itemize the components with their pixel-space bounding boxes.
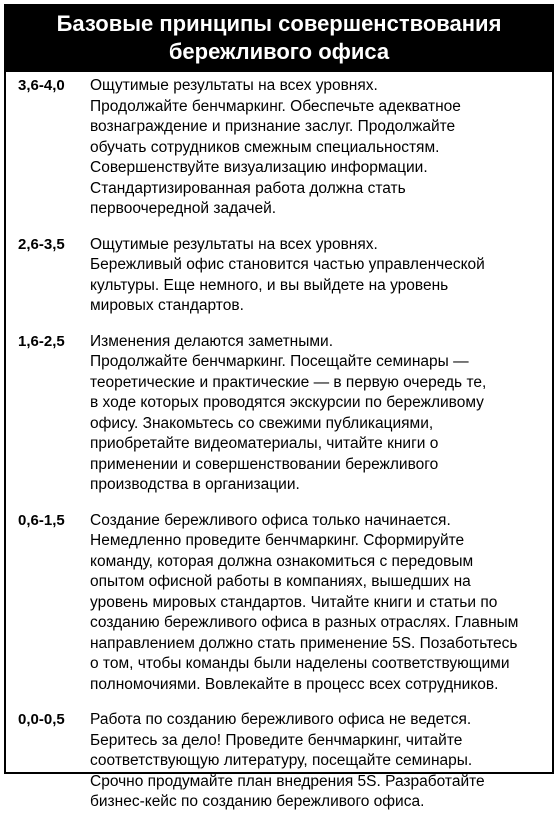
recommendation-text [90,332,544,496]
score-range: 3,6-4,0 [18,77,65,94]
text-line: Стандартизированная работа должна стать [90,179,406,197]
recommendation-text [90,511,544,696]
text-line: опытом офисной работы в компаниях, вышедших на [90,573,471,590]
table-body [6,72,552,813]
table-row [18,710,544,813]
text-line: Бережливый офис становится частью управленческой [90,256,485,273]
score-range: 2,6-3,5 [18,235,65,253]
table-row [18,76,544,220]
text-line: теоретические и практические — в первую очередь те, [90,373,487,391]
text-line: первоочередной задачей. [90,200,277,217]
table-row [18,332,544,496]
text-line: направлением должно стать применение 5S. Позаботьтесь [90,634,518,652]
text-line: бизнес-кейс по созданию бережливого офиса. [90,793,425,810]
text-line: о том, чтобы команды были наделены соответствующими [90,655,510,672]
recommendation-text [90,710,544,813]
text-line: соответствующую литературу, посещайте семинары. [90,752,473,769]
text-line: Ощутимые результаты на всех уровнях. [90,235,378,253]
score-range: 0,6-1,5 [18,511,65,529]
recommendation-text [90,235,544,317]
text-line: созданию бережливого офиса в разных отраслях. Главным [90,614,519,631]
table-title-line: Базовые принципы совершенствования [56,11,502,36]
text-line: вознаграждение и признание заслуг. Продолжайте [90,118,456,135]
recommendation-text [90,76,544,220]
text-line: Ощутимые результаты на всех уровнях. [90,77,378,94]
text-line: полномочиями. Вовлекайте в процесс всех сотрудников. [90,675,499,693]
text-line: Продолжайте бенчмаркинг. Обеспечьте адекватное [90,97,461,115]
table-title [6,6,552,72]
text-line: Немедленно проведите бенчмаркинг. Сформируйте [90,532,465,549]
text-line: команду, которая должна ознакомиться с передовым [90,552,474,570]
table-row [18,511,544,696]
text-line: Продолжайте бенчмаркинг. Посещайте семинары — [90,353,469,370]
text-line: Создание бережливого офиса только начинается. [90,511,451,529]
text-line: Изменения делаются заметными. [90,332,334,350]
table-title-line: бережливого офиса [168,39,390,64]
text-line: обучать сотрудников смежным специальностям. [90,138,440,156]
text-line: в ходе которых проводятся экскурсии по бережливому [90,394,484,411]
text-line: Совершенствуйте визуализацию информации. [90,159,428,176]
score-range: 0,0-0,5 [18,711,65,728]
text-line: Работа по созданию бережливого офиса не ведется. [90,711,472,728]
text-line: Беритесь за дело! Проведите бенчмаркинг, читайте [90,731,463,749]
text-line: культуры. Еще немного, и вы выйдете на уровень [90,276,449,294]
text-line: мировых стандартов. [90,297,244,314]
text-line: Срочно продумайте план внедрения 5S. Разработайте [90,772,485,790]
text-line: приобретайте видеоматериалы, читайте книги о [90,435,439,452]
score-range: 1,6-2,5 [18,332,65,350]
table-row [18,235,544,317]
text-line: производства в организации. [90,476,300,493]
text-line: уровень мировых стандартов. Читайте книги и статьи по [90,593,498,611]
principles-table [4,4,554,810]
text-line: применении и совершенствовании бережливого [90,455,439,473]
text-line: офису. Знакомьтесь со свежими публикациями, [90,414,434,432]
